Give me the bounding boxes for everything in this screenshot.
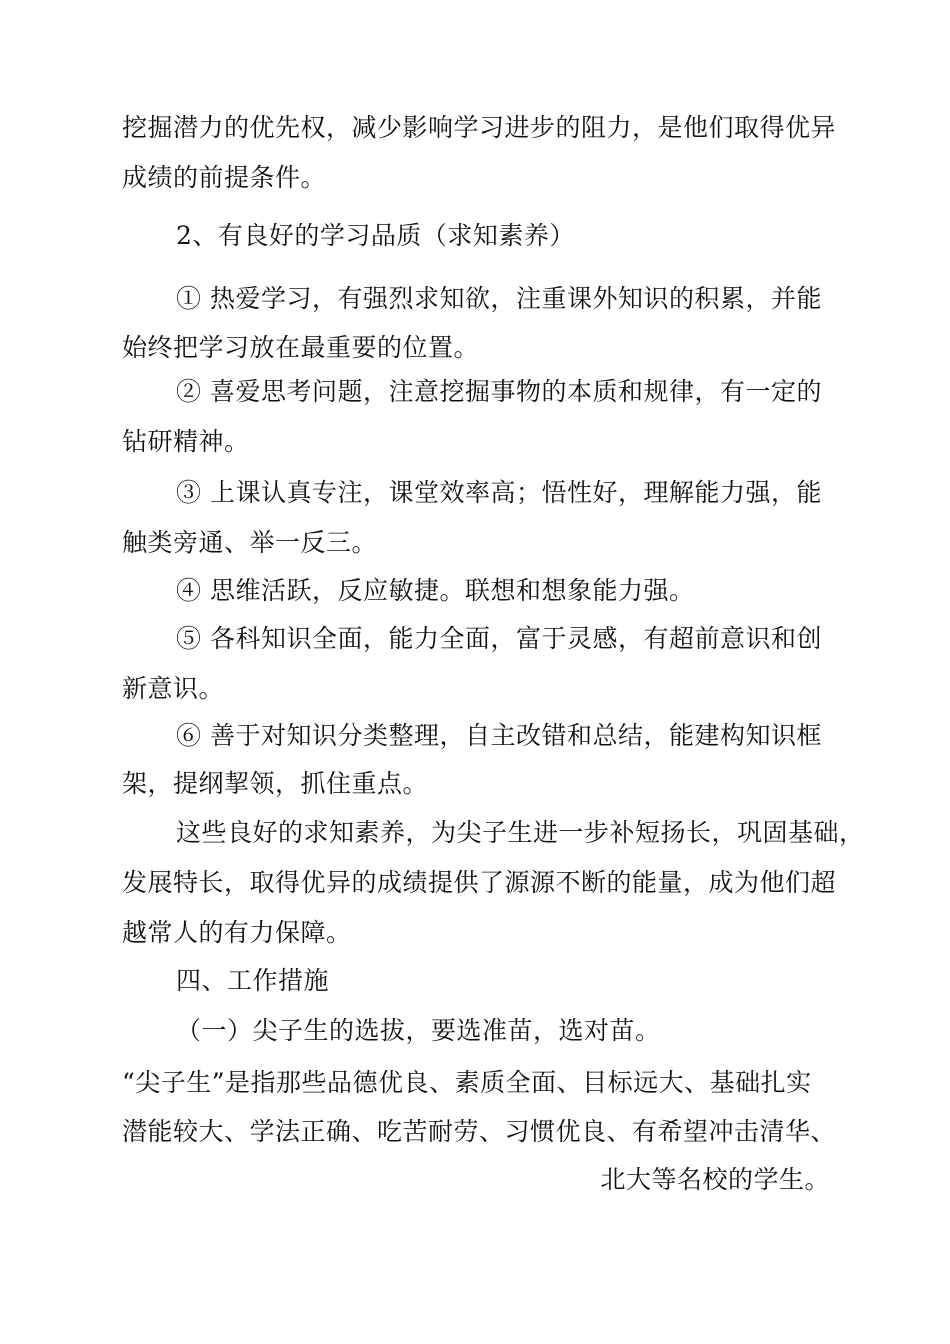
list-item-5-line: 新意识。 [122, 674, 225, 703]
list-item-2-line: ② 喜爱思考问题，注意挖掘事物的本质和规律，有一定的 [176, 377, 822, 406]
list-item-3-line: 触类旁通、举一反三。 [122, 528, 378, 557]
list-item-5-line: ⑤ 各科知识全面，能力全面，富于灵感，有超前意识和创 [176, 624, 822, 653]
paragraph-line: “尖子生”是指那些品德优良、素质全面、目标远大、基础扎实 [122, 1068, 812, 1097]
list-item-4-line: ④ 思维活跃，反应敏捷。联想和想象能力强。 [176, 576, 695, 605]
list-item-3-line: ③ 上课认真专注，课堂效率高；悟性好，理解能力强，能 [176, 478, 822, 507]
list-item-2-line: 钻研精神。 [122, 427, 250, 456]
section-heading: 四、工作措施 [176, 966, 330, 995]
paragraph-line: 这些良好的求知素养，为尖子生进一步补短扬长，巩固基础， [176, 818, 865, 847]
paragraph-line: 发展特长，取得优异的成绩提供了源源不断的能量，成为他们超 [122, 868, 837, 897]
paragraph-line: 越常人的有力保障。 [122, 918, 352, 947]
list-item-1-line: ① 热爱学习，有强烈求知欲，注重课外知识的积累，并能 [176, 284, 822, 313]
list-item-1-line: 始终把学习放在最重要的位置。 [122, 333, 480, 362]
paragraph-line: 北大等名校的学生。 [600, 1165, 830, 1194]
paragraph-line: 潜能较大、学法正确、吃苦耐劳、习惯优良、有希望冲击清华、 [122, 1117, 837, 1146]
paragraph-line: 挖掘潜力的优先权，减少影响学习进步的阻力，是他们取得优异 [122, 113, 837, 142]
list-item-6-line: ⑥ 善于对知识分类整理，自主改错和总结，能建构知识框 [176, 721, 822, 750]
paragraph-line: 成绩的前提条件。 [122, 163, 327, 192]
subsection-heading: （一）尖子生的选拔，要选准苗，选对苗。 [176, 1016, 661, 1045]
section-heading: 2、有良好的学习品质（求知素养） [176, 221, 575, 250]
list-item-6-line: 架，提纲挈领，抓住重点。 [122, 769, 429, 798]
